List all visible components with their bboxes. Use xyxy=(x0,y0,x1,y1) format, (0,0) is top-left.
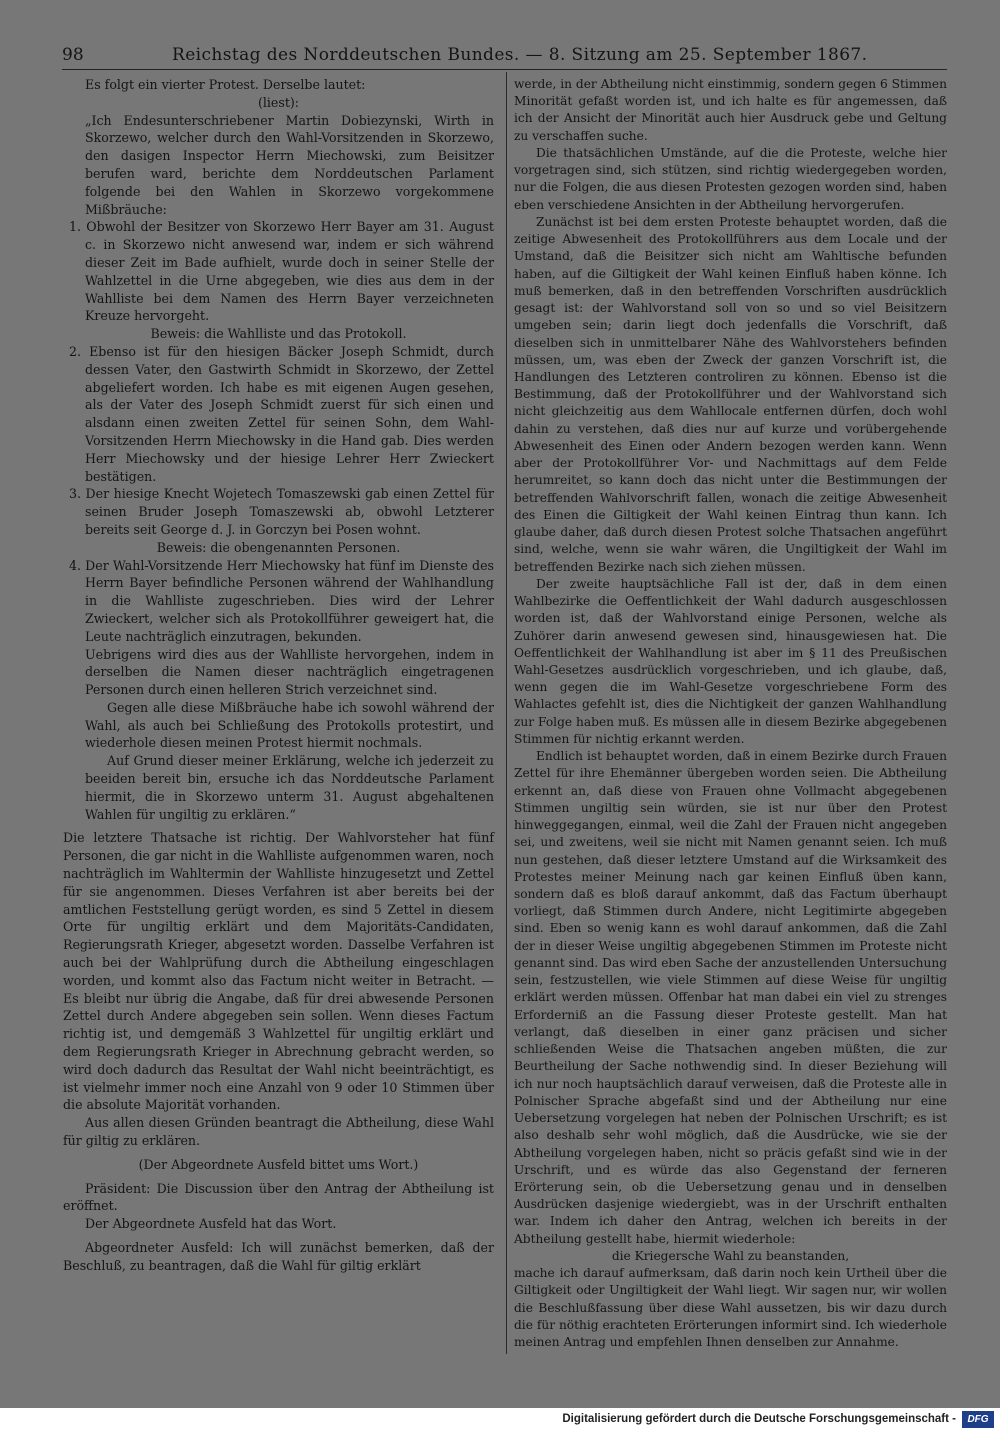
paragraph: (Der Abgeordnete Ausfeld bittet ums Wort.) xyxy=(138,1156,419,1172)
paragraph: werde, in der Abtheilung nicht einstimmig, sondern gegen 6 Stimmen Minorität gefaßt worden ist, und ich halte es für angemessen, daß ich der Ansicht der Minorität auch hier Ausdruck gebe und Geltung zu verschaffen suche. xyxy=(514,77,947,143)
paragraph: Beweis: die obengenannten Personen. xyxy=(156,539,401,555)
paragraph: Auf Grund dieser meiner Erklärung, welche ich jederzeit zu beeiden bereit bin, ersuche ich das Norddeutsche Parlament hiermit, die in Skorzewo unterm 31. August abgehaltenen Wahlen für ungiltig zu erklären.“ xyxy=(85,753,494,822)
funding-credit: Digitalisierung gefördert durch die Deutsche Forschungsgemeinschaft - xyxy=(562,1413,956,1425)
paragraph: Endlich ist behauptet worden, daß in einem Bezirke durch Frauen Zettel für ihre Ehemänner übergeben worden seien. Die Abtheilung erkennt an, daß diese von Frauen ohne Vollmacht abgegebenen Stimmen ungiltig sein würden, sie ist nur über den Protest hinweggegangen, einmal, weil die Zahl der Frauen nicht angegeben sei, und zweitens, weil sie nicht mit Namen genannt seien. Ich muß nun gestehen, daß dieser letztere Umstand auf die Wirksamkeit des Protestes meiner Meinung nach gar keinen Einfluß üben kann, sondern daß es bloß darauf ankommt, daß das Factum überhaupt vorliegt, daß Stimmen durch Andere, nicht Legitimirte abgegeben sind. Eben so wenig kann es wohl darauf ankommen, daß die Zahl der in dieser Weise ungiltig abgegebenen Stimmen im Proteste nicht genannt sind. Das wird eben Sache der anzustellenden Untersuchung sein, festzustellen, wie viele Stimmen auf diese Weise für ungiltig erklärt werden müssen. Offenbar hat man dabei ein viel zu strenges Erforderniß an die Fassung dieser Proteste gestellt. Man hat verlangt, daß dieselben in einer ganz präcisen und sicher schließenden Weise die Thatsachen angeben müßten, die zur Beurtheilung der Sache nothwendig sind. In dieser Beziehung will ich nur noch hauptsächlich darauf verweisen, daß die Proteste alle in Polnischer Sprache abgefaßt sind und der Abtheilung nur eine Uebersetzung vorgelegen hat neben der Polnischen Urschrift; es ist also deshalb sehr wohl möglich, daß die Ausdrücke, wie sie der Abtheilung vorgelegen haben, nicht so präcis gefaßt sind wie in der Urschrift, und es würde das also Gegenstand der ferneren Erörterung sein, ob die Uebersetzung genau und in denselben Ausdrücken dasjenige wiedergiebt, was in der Urschrift enthalten war. Indem ich daher den Antrag, welchen ich bereits in der Abtheilung gestellt habe, hiermit wiederhole: xyxy=(514,749,947,1246)
right-column xyxy=(514,76,947,1351)
paragraph: Beweis: die Wahlliste und das Protokoll. xyxy=(150,326,407,342)
paragraph: Abgeordneter Ausfeld: Ich will zunächst bemerken, daß der Beschluß, zu beantragen, daß die Wahl für giltig erklärt xyxy=(63,1240,494,1273)
left-column xyxy=(63,76,494,1275)
paragraph: Präsident: Die Discussion über den Antrag der Abtheilung ist eröffnet. xyxy=(63,1180,494,1214)
header-title: Reichstag des Norddeutschen Bundes. — 8. Sitzung am 25. September 1867. xyxy=(172,45,868,65)
paragraph: 3. Der hiesige Knecht Wojetech Tomaszewski gab einen Zettel für seinen Bruder Joseph Tomaszewski ab, obwohl Letzterer bereits seit George d. J. in Gorczyn bei Posen wohnt. xyxy=(69,486,494,537)
paragraph: „Ich Endesunterschriebener Martin Dobiezynski, Wirth in Skorzewo, welcher durch den Wahl-Vorsitzenden in Skorzewo, den dasigen Inspector Herrn Miechowski, zum Beisitzer berufen ward, berichte dem Norddeutschen Parlament folgende bei den Wahlen in Skorzewo vorgekommene Mißbräuche: xyxy=(85,112,494,217)
paragraph: Die thatsächlichen Umstände, auf die die Proteste, welche hier vorgetragen sind, sich stützen, sind richtig wiedergegeben worden, nur die Folgen, die aus diesen Protesten gezogen worden sind, haben eben verschiedene Ansichten in der Abtheilung hervorgerufen. xyxy=(514,145,947,212)
running-header xyxy=(62,44,940,66)
paragraph: Der zweite hauptsächliche Fall ist der, daß in dem einen Wahlbezirke die Oeffentlichkeit der Wahl dadurch ausgeschlossen worden ist, daß der Wahlvorstand einige Personen, welche als Zuhörer darin anwesend gewesen sind, hinausgewiesen hat. Die Oeffentlichkeit der Wahlhandlung ist aber im § 11 des Preußischen Wahl-Gesetzes ausdrücklich vorgeschrieben, und ich glaube, daß, wenn gegen die im Wahl-Gesetze vorgeschriebene Form des Wahlactes gefehlt ist, dies die Nichtigkeit der ganzen Wahlhandlung zur Folge haben muß. Es müssen alle in diesem Bezirke abgegebenen Stimmen für nichtig erkannt werden. xyxy=(514,576,947,746)
column-divider xyxy=(506,72,507,1354)
page-number: 98 xyxy=(62,45,84,65)
paragraph: mache ich darauf aufmerksam, daß darin noch kein Urtheil über die Giltigkeit oder Ungiltigkeit der Wahl liegt. Wir sagen nur, wir wollen die Beschlußfassung über diese Wahl aussetzen, bis wir dazu durch die für nöthig erachteten Erörterungen informirt sind. Ich wiederhole meinen Antrag und empfehlen Ihnen denselben zur Annahme. xyxy=(514,1266,947,1350)
paragraph: Uebrigens wird dies aus der Wahlliste hervorgehen, indem in derselben die Namen dieser nachträglich eingetragenen Personen durch einen helleren Strich verzeichnet sind. xyxy=(85,646,494,698)
paragraph: (liest): xyxy=(257,94,300,110)
paragraph: 4. Der Wahl-Vorsitzende Herr Miechowsky hat fünf im Dienste des Herrn Bayer befindliche Personen während der Wahlhandlung in die Wahlliste zugeschrieben. Dies wird der Lehrer Zwieckert, welcher sich als Protokollführer geweigert hat, die Leute nachträglich einzutragen, bekunden. xyxy=(69,557,494,644)
footer-bar xyxy=(0,1408,1000,1432)
paragraph: die Kriegersche Wahl zu beanstanden, xyxy=(611,1248,850,1263)
paragraph: Die letztere Thatsache ist richtig. Der Wahlvorsteher hat fünf Personen, die gar nicht in die Wahlliste aufgenommen waren, noch nachträglich im Wahltermin der Wahlliste hinzugesetzt und Zettel für sie angenommen. Dieses Verfahren ist aber bereits bei der amtlichen Feststellung gerügt worden, es sind 5 Zettel in diesem Orte für ungiltig erklärt und dem Majoritäts-Candidaten, Regierungsrath Krieger, abgesetzt worden. Dasselbe Verfahren ist auch bei der Wahlprüfung durch die Abtheilung eingeschlagen worden, und kommt also das Factum nicht weiter in Betracht. — Es bleibt nur übrig die Angabe, daß für drei abwesende Personen Zettel durch Andere abgegeben sein sollen. Wenn dieses Factum richtig ist, und demgemäß 3 Wahlzettel für ungiltig erklärt und dem Regierungsrath Krieger in Abrechnung gebracht werden, so wird doch dadurch das Resultat der Wahl nicht beeinträchtigt, es ist vielmehr immer noch eine Anzahl von 9 oder 10 Stimmen über die absolute Majorität vorhanden. xyxy=(63,830,494,1113)
paragraph: Zunächst ist bei dem ersten Proteste behauptet worden, daß die zeitige Abwesenheit des Protokollführers aus dem Locale und der Umstand, daß die Beisitzer sich nicht am Wahltische befunden haben, auf die Giltigkeit der Wahl keinen Einfluß haben könne. Ich muß bemerken, daß in den betreffenden Vorschriften ausdrücklich gesagt ist: der Wahlvorstand soll von so und so viel Beisitzern umgeben sein; darin liegt doch jedenfalls die Vorschrift, daß dieselben sich in unmittelbarer Nähe des Wahlvorstehers befinden müssen, um, was eben der Zweck der ganzen Vorschrift ist, die Handlungen des Letzteren controliren zu können. Ebenso ist die Bestimmung, daß der Protokollführer und der Wahlvorstand sich nicht gleichzeitig aus dem Wahllocale entfernen dürfen, doch wohl dahin zu verstehen, daß dies nur auf kurze und vorübergehende Abwesenheit des Einen oder Andern bezogen werden kann. Wenn aber der Protokollführer Vor- und Nachmittags auf dem Felde herumreitet, so kann doch das nicht unter die Bestimmungen der betreffenden Wahlvorschrift fallen, wonach die zeitige Abwesenheit des Einen die Giltigkeit der Wahl keinen Eintrag thun kann. Ich glaube daher, daß durch diesen Protest solche Thatsachen angeführt sind, welche, wenn sie wahr wären, die Ungiltigkeit der Wahl im betreffenden Bezirke nach sich ziehen müssen. xyxy=(514,214,947,574)
paragraph: 2. Ebenso ist für den hiesigen Bäcker Joseph Schmidt, durch dessen Vater, den Gastwirth Schmidt in Skorzewo, der Zettel abgeliefert worden. Ich habe es mit eigenen Augen gesehen, als der Vater des Joseph Schmidt zuerst für sich einen und alsdann einen zweiten Zettel für seinen Sohn, dem Wahl-Vorsitzenden Herrn Miechowsky in die Hand gab. Dies werden Herr Miechowsky und der hiesige Lehrer Herr Zwieckert bestätigen. xyxy=(69,343,494,484)
paragraph: Der Abgeordnete Ausfeld hat das Wort. xyxy=(85,1216,337,1232)
paragraph: 1. Obwohl der Besitzer von Skorzewo Herr Bayer am 31. August c. in Skorzewo nicht anwesend war, indem er sich während dieser Zeit im Bade aufhielt, wurde doch in seiner Stelle der Wahlzettel in die Urne abgegeben, wie dies aus dem in der Wahlliste bei dem Namen des Herrn Bayer verzeichneten Kreuze hervorgeht. xyxy=(69,219,494,324)
paragraph: Aus allen diesen Gründen beantragt die Abtheilung, diese Wahl für giltig zu erklären. xyxy=(63,1115,494,1149)
dfg-logo: DFG xyxy=(962,1411,994,1428)
paragraph: Es folgt ein vierter Protest. Derselbe lautet: xyxy=(85,77,366,92)
paragraph: Gegen alle diese Mißbräuche habe ich sowohl während der Wahl, als auch bei Schließung des Protokolls protestirt, und wiederhole diesen meinen Protest hiermit nochmals. xyxy=(85,699,494,751)
header-rule xyxy=(62,69,947,70)
